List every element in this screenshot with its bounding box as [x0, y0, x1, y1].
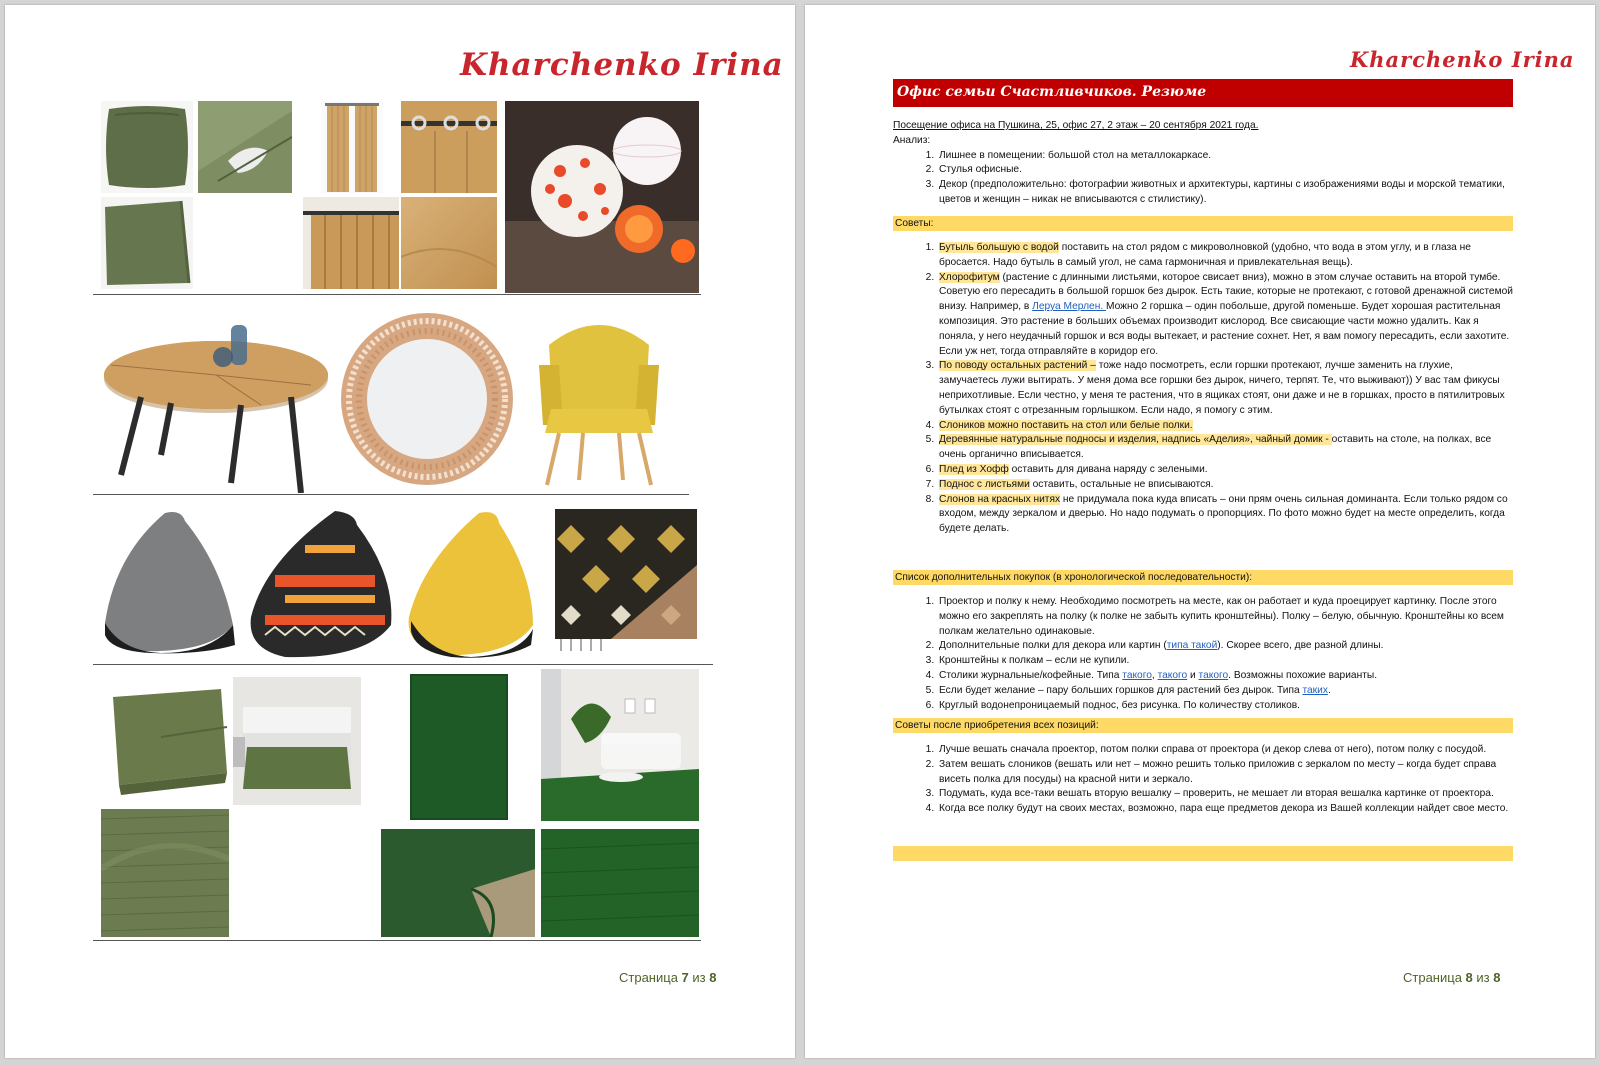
- green-rug-living-room-image: [541, 669, 699, 821]
- page-footer: [1403, 970, 1500, 985]
- closing-bar: [893, 846, 1513, 861]
- visit-line: Посещение офиса на Пушкина, 25, офис 27, 2 этаж – 20 сентября 2021 года.: [893, 120, 1259, 131]
- list-item: 8. Слонов на красных нитях не придумала пока куда вписать – они прям очень сильная доминанта. Если только рядом со входом, между зеркалом и дверью. Но надо подумать о пропорциях. По фото можно будет на месте определить, когда будете делать.: [937, 493, 1515, 537]
- list-item: 4. Когда все полку будут на своих местах, возможно, пара еще предметов декора из Вашей коллекции найдет свое место.: [937, 802, 1515, 817]
- green-rug-corner-image: [381, 829, 535, 937]
- list-item: 5. Если будет желание – пару больших горшков для растений без дырок. Типа таких.: [937, 684, 1515, 699]
- row-divider: [93, 664, 713, 665]
- beige-curtain-panels-image: [303, 197, 399, 289]
- page-footer: [619, 970, 716, 985]
- purchases-list: [893, 595, 1515, 713]
- advice-list: [893, 241, 1515, 537]
- list-item: 3. Декор (предположительно: фотографии животных и архитектуры, картины с изображениями воды и морской тематики, цветов и женщин – никак не вписываются с стилистику).: [937, 178, 1515, 208]
- green-pillow-image: [101, 101, 193, 193]
- table-link-2[interactable]: такого: [1157, 669, 1188, 681]
- row-divider: [93, 940, 701, 941]
- analysis-block: [893, 119, 1515, 208]
- list-item: 3. По поводу остальных растений – тоже надо посмотреть, если горшки протекают, лучше заменить на глухие, замучаетесь лужи вытирать. У меня дома все горшки без дырок, ничего, терпят. Те, что выживают)) У вас там фикусы неприхотливые. Если честно, у меня те растения, что в ящиках стоят, они даже и не в горшках, просто в пятилитровых бутылках стоят с отрезанным горлышком. Если надо, я помогу с этим.: [937, 359, 1515, 418]
- analysis-list: [893, 149, 1515, 208]
- list-item: 6. Плед из Хофф оставить для дивана наряду с зелеными.: [937, 463, 1515, 478]
- list-item: 2. Дополнительные полки для декора или картин (типа такой). Скорее всего, две разной длины.: [937, 639, 1515, 654]
- list-item: 2. Затем вешать слоников (вешать или нет – можно решить только приложив с зеркалом по месту – когда будет справа висеть полка для посуды) на красной нити и зеркало.: [937, 758, 1515, 788]
- pillow-zipper-detail-image: [198, 101, 292, 193]
- beige-fabric-swatch-image: [401, 197, 497, 289]
- rattan-round-mirror-image: [335, 305, 519, 493]
- brand-logo: Kharchenko Irina: [1350, 47, 1575, 72]
- after-list: [893, 743, 1515, 817]
- grey-bean-bag-image: [101, 505, 241, 655]
- analysis-label: Анализ:: [893, 134, 931, 146]
- list-item: 3. Подумать, куда все-таки вешать вторую вешалку – проверить, не мешает ли вторая вешалка картинке от проектора.: [937, 787, 1515, 802]
- page-title: Офис семьи Счастливчиков. Резюме: [893, 79, 1513, 107]
- list-item: 1. Лучше вешать сначала проектор, потом полки справа от проектора (и декор слева от него), потом полку с посудой.: [937, 743, 1515, 758]
- green-rug-image: [409, 673, 509, 821]
- brand-logo: Kharchenko Irina: [460, 47, 784, 83]
- table-link-3[interactable]: такого: [1198, 669, 1229, 681]
- round-wooden-table-image: [101, 305, 331, 493]
- footer-total: 8: [709, 970, 717, 985]
- shelf-link[interactable]: типа такой: [1166, 640, 1218, 652]
- page-8: [805, 5, 1595, 1058]
- yellow-armchair-image: [529, 305, 669, 493]
- list-item: 4. Слоников можно поставить на стол или белые полки.: [937, 419, 1515, 434]
- patterned-bean-bag-image: [245, 505, 395, 661]
- list-item: 1. Бутыль большую с водой поставить на стол рядом с микроволновкой (удобно, что вода в этом углу, и в глаза не бросается. Надо бутыль в самый угол, не сама гармоничная и привлекательная вещь).: [937, 241, 1515, 271]
- purchases-section-header: Список дополнительных покупок (в хронологической последовательности):: [893, 570, 1513, 585]
- page-7: [5, 5, 795, 1058]
- yellow-bean-bag-image: [401, 505, 541, 661]
- green-rug-texture-image: [541, 829, 699, 937]
- footer-label: Страница: [619, 970, 682, 985]
- advice-block: [893, 241, 1515, 537]
- list-item: 5. Деревянные натуральные подносы и изделия, надпись «Аделия», чайный домик - оставить на столе, на полках, все очень органично вписывается.: [937, 433, 1515, 463]
- footer-current: 8: [1465, 970, 1473, 985]
- curtain-grommets-image: [401, 101, 497, 193]
- green-fabric-texture-image: [101, 809, 229, 937]
- green-pillow-side-image: [101, 197, 193, 289]
- footer-total: 8: [1493, 970, 1501, 985]
- purchases-block: [893, 595, 1515, 713]
- footer-current: 7: [681, 970, 689, 985]
- list-item: 6. Круглый водонепроницаемый поднос, без рисунка. По количеству столиков.: [937, 699, 1515, 714]
- geometric-throw-blanket-image: [551, 505, 701, 655]
- beige-curtains-image: [321, 101, 383, 193]
- list-item: 3. Кронштейны к полкам – если не купили.: [937, 654, 1515, 669]
- pots-link[interactable]: таких: [1302, 684, 1328, 696]
- after-section-header: Советы после приобретения всех позиций:: [893, 718, 1513, 733]
- footer-sep: из: [688, 970, 710, 985]
- list-item: 1. Проектор и полку к нему. Необходимо посмотреть на месте, как он работает и куда проецирует картинку. После этого можно его закреплять на полку (к полке не забыть купить кронштейны). Полку – белую, обычную. Кронштейны ко всем полкам желательно одинаковые.: [937, 595, 1515, 639]
- list-item: 7. Поднос с листьями оставить, остальные не вписываются.: [937, 478, 1515, 493]
- leroy-merlin-link[interactable]: Леруа Мерлен.: [1032, 301, 1107, 313]
- paper-lanterns-image: [505, 101, 699, 293]
- green-bedspread-folded-image: [101, 677, 233, 805]
- list-item: 4. Столики журнальные/кофейные. Типа такого, такого и такого. Возможны похожие варианты.: [937, 669, 1515, 684]
- row-divider: [93, 294, 701, 295]
- green-bedspread-bedroom-image: [233, 677, 361, 805]
- row-divider: [93, 494, 689, 495]
- advice-section-header: Советы:: [893, 216, 1513, 231]
- table-link-1[interactable]: такого: [1122, 669, 1152, 681]
- list-item: 2. Хлорофитум (растение с длинными листьями, которое свисает вниз), можно в этом случае оставить на второй тумбе. Советую его пересадить в большой горшок без дырок. Есть такие, которые не протекают, с готовой дренажной системой внизу. Например, в Леруа Мерлен. Можно 2 горшка – один побольше, другой поменьше. Будет хорошая растительная композиция. Это растение в больших объемах производит кислород. Все свисающие части можно удалить. Как я поняла, у него неудачный горшок и вся воды вытекает, и растение сохнет. Нет, я вам помогу пересадить, если захотите. Если уж нет, тогда отправляйте в коридор его.: [937, 271, 1515, 360]
- after-block: [893, 743, 1515, 817]
- footer-sep: из: [1472, 970, 1494, 985]
- list-item: 1. Лишнее в помещении: большой стол на металлокаркасе.: [937, 149, 1515, 164]
- list-item: 2. Стулья офисные.: [937, 163, 1515, 178]
- footer-label: Страница: [1403, 970, 1466, 985]
